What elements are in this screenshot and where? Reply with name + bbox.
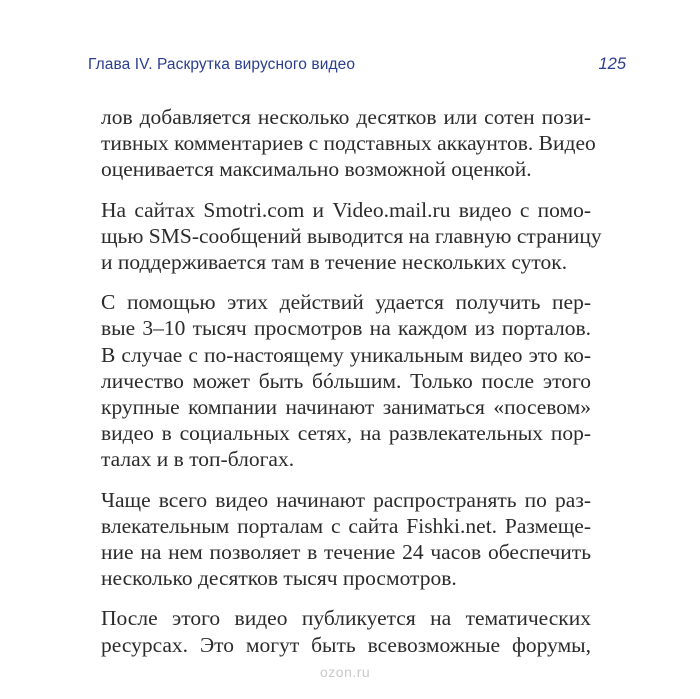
- paragraph: [101, 197, 602, 276]
- body-text: [101, 104, 602, 672]
- text-line: Чаще всего видео начинают распространять по раз-: [101, 487, 591, 512]
- paragraph: [101, 104, 596, 183]
- text-line: влекательным порталам с сайта Fishki.net. Размеще-: [101, 513, 591, 538]
- page-number: 125: [598, 55, 626, 73]
- watermark: ozon.ru: [320, 664, 371, 680]
- text-line: и поддерживается там в течение нескольких суток.: [101, 250, 568, 275]
- text-line: личество может быть бóльшим. Только после этого: [101, 368, 591, 393]
- text-line: вые 3–10 тысяч просмотров на каждом из порталов.: [101, 316, 591, 341]
- text-line: лов добавляется несколько десятков или сотен пози-: [101, 105, 591, 129]
- text-line: несколько десятков тысяч просмотров.: [101, 566, 457, 591]
- text-line: После этого видео публикуется на тематических: [101, 606, 591, 631]
- paragraph: [101, 289, 591, 472]
- text-line: ние на нем позволяет в течение 24 часов обеспечить: [101, 540, 591, 565]
- text-line: талах и в топ-блогах.: [101, 447, 295, 472]
- text-line: На сайтах Smotri.com и Video.mail.ru видео с помо-: [101, 197, 591, 222]
- text-line: В случае с по-настоящему уникальным видео это ко-: [101, 342, 591, 367]
- running-header: [88, 55, 628, 79]
- chapter-title: Глава IV. Раскрутка вирусного видео: [88, 56, 356, 73]
- text-line: ресурсах. Это могут быть всевозможные форумы,: [101, 632, 591, 657]
- text-line: крупные компании начинают заниматься «посевом»: [101, 395, 591, 420]
- text-line: щью SMS-сообщений выводится на главную страницу: [101, 223, 602, 248]
- text-line: С помощью этих действий удается получить пер-: [101, 290, 591, 315]
- paragraph: [101, 605, 591, 657]
- text-line: видео в социальных сетях, на развлекательных пор-: [101, 421, 591, 446]
- text-line: тивных комментариев с подставных аккаунтов. Видео: [101, 131, 596, 156]
- text-line: оценивается максимально возможной оценкой.: [101, 157, 532, 182]
- paragraph: [101, 487, 591, 592]
